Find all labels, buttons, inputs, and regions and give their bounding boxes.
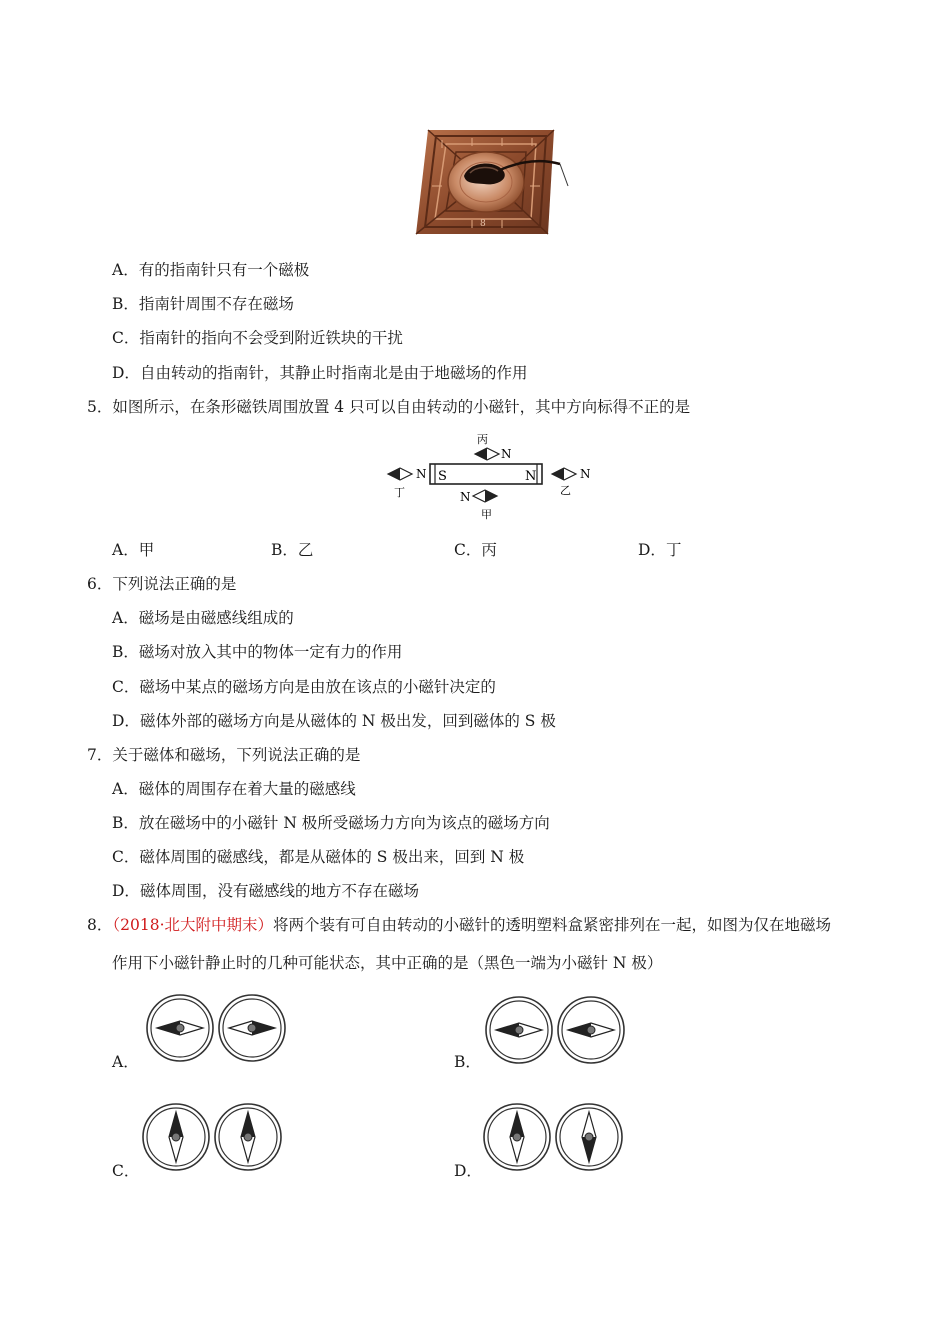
q8-option-a-label: A． (112, 1053, 139, 1071)
option-letter: C． (454, 541, 482, 559)
q7-option-b (112, 813, 550, 833)
option-text: 磁场是由磁感线组成的 (138, 609, 294, 627)
q7-option-d (112, 881, 419, 901)
option-text: 甲 (138, 541, 155, 559)
q5-option-b (271, 540, 313, 560)
option-text: 磁体的周围存在着大量的磁感线 (138, 780, 356, 798)
option-letter: A． (112, 609, 139, 627)
q7-stem (87, 745, 360, 765)
option-text: 丙 (481, 541, 497, 559)
bar-magnet-figure (380, 430, 600, 524)
q5-option-d (638, 540, 681, 560)
option-text: 自由转动的指南针，其静止时指南北是由于地磁场的作用 (139, 364, 528, 382)
q8-option-c-figure (141, 1102, 286, 1172)
option-letter: B． (112, 814, 139, 832)
q8-stem (87, 915, 831, 935)
q7-option-c (112, 847, 524, 867)
question-number: 5． (87, 398, 113, 416)
option-text: 丁 (665, 541, 682, 559)
option-text: 乙 (297, 541, 314, 559)
question-number: 6． (87, 575, 113, 593)
option-letter: A． (112, 780, 139, 798)
q4-option-a (112, 260, 309, 280)
question-text: 下列说法正确的是 (112, 575, 237, 593)
question-number: 8． (87, 916, 113, 934)
magnet-pole-n: N (525, 469, 537, 484)
question-text: 关于磁体和磁场，下列说法正确的是 (112, 746, 361, 764)
q6-option-b (112, 642, 402, 662)
q8-option-a-figure (145, 993, 290, 1063)
option-letter: A． (112, 261, 139, 279)
option-text: 磁体外部的磁场方向是从磁体的 N 极出发，回到磁体的 S 极 (139, 712, 556, 730)
q5-option-c (454, 540, 497, 560)
option-text: 磁体周围，没有磁感线的地方不存在磁场 (139, 882, 419, 900)
option-text: 磁场中某点的磁场方向是由放在该点的小磁针决定的 (139, 678, 496, 696)
q5-stem (87, 397, 690, 417)
option-letter: C． (112, 678, 140, 696)
q7-option-a (112, 779, 356, 799)
magnet-pole-s: S (438, 469, 447, 484)
q6-option-a (112, 608, 294, 628)
option-letter: B． (112, 643, 139, 661)
option-letter: C． (112, 329, 140, 347)
needle-yi-pole: N (580, 467, 591, 481)
option-letter: D． (638, 541, 666, 559)
question-text: 如图所示，在条形磁铁周围放置 4 只可以自由转动的小磁针，其中方向标得不正的是 (112, 398, 691, 416)
option-text: 指南针的指向不会受到附近铁块的干扰 (139, 329, 403, 347)
sinan-compass-image (412, 126, 572, 240)
q6-option-c (112, 677, 496, 697)
needle-label-bing: 丙 (477, 433, 488, 446)
option-letter: A． (112, 541, 139, 559)
needle-bing-pole: N (501, 447, 512, 461)
q6-stem (87, 574, 236, 594)
needle-label-yi: 乙 (560, 484, 571, 497)
option-text: 磁场对放入其中的物体一定有力的作用 (138, 643, 403, 661)
q8-option-b-label: B． (454, 1053, 481, 1071)
q8-option-d-figure (482, 1102, 627, 1172)
option-text: 指南针周围不存在磁场 (138, 295, 294, 313)
option-letter: D． (112, 712, 140, 730)
option-letter: D． (112, 882, 140, 900)
svg-text:8: 8 (480, 219, 486, 229)
question-text: 将两个装有可自由转动的小磁针的透明塑料盒紧密排列在一起，如图为仅在地磁场 (273, 916, 832, 934)
needle-jia-pole: N (460, 490, 471, 504)
option-text: 放在磁场中的小磁针 N 极所受磁场力方向为该点的磁场方向 (138, 814, 550, 832)
option-text: 磁体周围的磁感线，都是从磁体的 S 极出来，回到 N 极 (139, 848, 525, 866)
needle-ding-pole: N (416, 467, 427, 481)
q8-option-d-label: D． (454, 1162, 482, 1180)
question-number: 7． (87, 746, 113, 764)
needle-label-ding: 丁 (394, 486, 405, 499)
q6-option-d (112, 711, 556, 731)
option-letter: B． (112, 295, 139, 313)
option-letter: C． (112, 848, 140, 866)
q8-option-b-figure (484, 995, 629, 1065)
q5-option-a (112, 540, 154, 560)
needle-label-jia: 甲 (481, 508, 492, 521)
q4-option-c (112, 328, 403, 348)
option-letter: B． (271, 541, 298, 559)
q4-option-d (112, 363, 527, 383)
q8-stem-continued: 作用下小磁针静止时的几种可能状态，其中正确的是（黑色一端为小磁针 N 极） (112, 954, 663, 972)
option-text: 有的指南针只有一个磁极 (138, 261, 310, 279)
question-source: （2018·北大附中期末） (112, 916, 273, 934)
q8-option-c-label: C． (112, 1162, 140, 1180)
option-letter: D． (112, 364, 140, 382)
q4-option-b (112, 294, 294, 314)
